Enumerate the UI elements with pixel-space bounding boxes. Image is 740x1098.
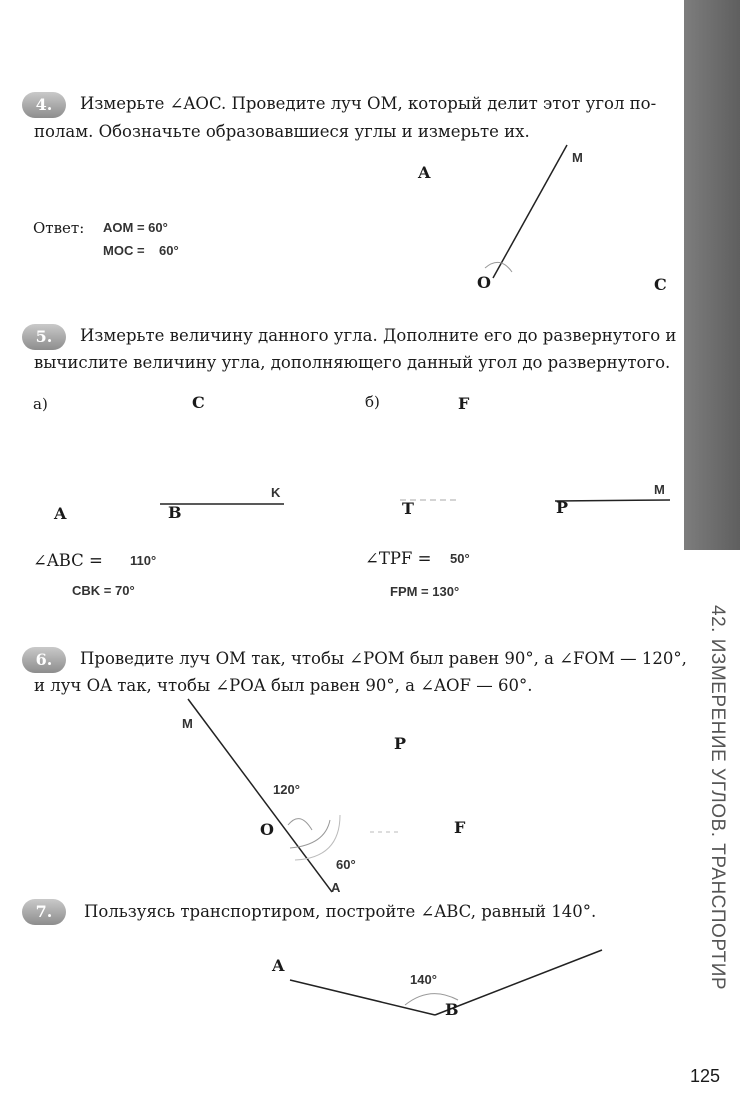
point-f-task6: F — [454, 818, 466, 837]
arc3-task6 — [295, 815, 340, 860]
task-5-line1: Измерьте величину данного угла. Дополните его до развернутого и — [80, 326, 677, 345]
ray-bc — [435, 950, 602, 1015]
point-k-5a: K — [271, 485, 281, 500]
point-m-5b: M — [654, 482, 665, 497]
point-f-5b: F — [458, 394, 470, 413]
point-m-task4: M — [572, 150, 583, 165]
task-4-line1: Измерьте ∠AOC. Проведите луч OM, который делит этот угол по- — [80, 94, 657, 113]
cbk-answer: CBK = 70° — [72, 583, 135, 598]
fpm-answer: FPM = 130° — [390, 584, 460, 599]
point-b-5a: B — [168, 503, 182, 522]
point-c-task4: C — [654, 275, 667, 294]
task-7-text: Пользуясь транспортиром, постройте ∠ABC, равный 140°. — [84, 902, 597, 921]
ray-om-task4 — [493, 145, 567, 278]
line-ma-task6 — [188, 699, 332, 892]
tpf-label: ∠TPF = — [365, 549, 432, 568]
answer-moc: MOC = 60° — [103, 243, 179, 258]
point-a-task6: A — [331, 880, 341, 895]
point-a-task7: A — [272, 956, 285, 975]
point-m-task6: M — [182, 716, 193, 731]
angle-140-label: 140° — [410, 972, 437, 987]
task-6-line2: и луч OA так, чтобы ∠POA был равен 90°, а ∠AOF — 60°. — [34, 676, 533, 695]
arc1-task6 — [288, 819, 312, 830]
ray-pm — [555, 500, 670, 501]
task-7-badge: 7. — [22, 899, 66, 925]
task-6-badge: 6. — [22, 647, 66, 673]
task-4-badge: 4. — [22, 92, 66, 118]
answer-label: Ответ: — [33, 219, 85, 237]
answer-aom: AOM = 60° — [103, 220, 168, 235]
point-t-5b: T — [402, 499, 414, 518]
angle-60-label: 60° — [336, 857, 356, 872]
part-a-label: а) — [33, 395, 48, 413]
point-o-task6: O — [260, 820, 274, 839]
point-a-5a: A — [54, 504, 67, 523]
part-b-label: б) — [365, 393, 380, 411]
task-6-line1: Проведите луч OM так, чтобы ∠POM был равен 90°, а ∠FOM — 120°, — [80, 649, 687, 668]
abc-value: 110° — [130, 553, 157, 568]
point-a-task4: A — [418, 163, 431, 182]
point-b-task7: B — [445, 1000, 459, 1019]
tpf-value: 50° — [450, 551, 470, 566]
point-o-task4: O — [477, 273, 491, 292]
point-p-5b: P — [556, 498, 569, 517]
abc-label: ∠ABC = — [33, 551, 103, 570]
chapter-title-vertical: 42. ИЗМЕРЕНИЕ УГЛОВ. ТРАНСПОРТИР — [707, 605, 728, 991]
task-4-line2: полам. Обозначьте образовавшиеся углы и измерьте их. — [34, 122, 530, 141]
point-c-5a: C — [192, 393, 205, 412]
point-p-task6: P — [394, 734, 407, 753]
angle-120-label: 120° — [273, 782, 300, 797]
page-number: 125 — [690, 1066, 721, 1086]
task-5-line2: вычислите величину угла, дополняющего данный угол до развернутого. — [34, 353, 671, 372]
task-5-badge: 5. — [22, 324, 66, 350]
